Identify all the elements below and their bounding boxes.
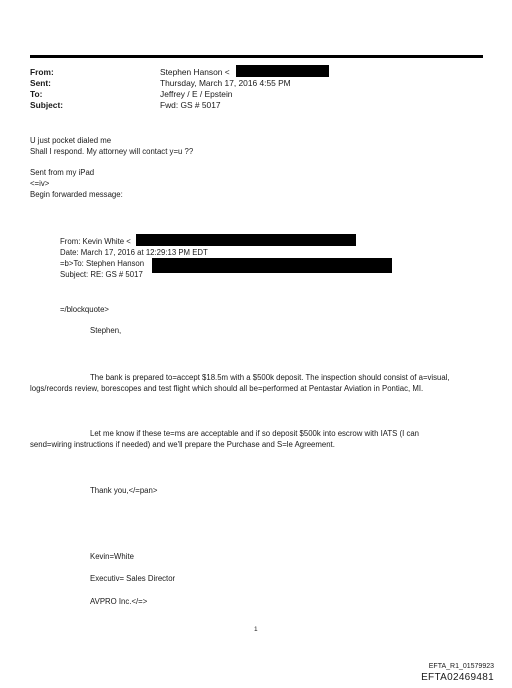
- fwd-from: From: Kevin White <: [60, 237, 131, 246]
- footer-reference: EFTA_R1_01579923: [428, 663, 494, 670]
- signature-title: Executiv= Sales Director: [90, 574, 176, 583]
- begin-forwarded-line: Begin forwarded message:: [30, 190, 123, 199]
- subject-value: Fwd: GS # 5017: [160, 100, 221, 110]
- header-rule: [30, 55, 483, 58]
- sent-value: Thursday, March 17, 2016 4:55 PM: [160, 78, 291, 88]
- signature-name: Kevin=White: [90, 552, 134, 561]
- page-number: 1: [254, 626, 258, 633]
- redaction-bar: [236, 65, 329, 77]
- paragraph-line: logs/records review, borescopes and test flight which should all be=performed at Pentastar Aviation in Pontiac, MI.: [30, 384, 424, 393]
- div-tag-line: <=iv>: [30, 179, 50, 188]
- paragraph-line: The bank is prepared to=accept $18.5m with a $500k deposit. The inspection should consist of a=visual,: [90, 373, 450, 382]
- body-line: U just pocket dialed me: [30, 136, 112, 145]
- fwd-subject: Subject: RE: GS # 5017: [60, 270, 143, 279]
- from-label: From:: [30, 67, 54, 77]
- paragraph-line: send=wiring instructions if needed) and we'll prepare the Purchase and S=le Agreement.: [30, 440, 335, 449]
- from-value: Stephen Hanson <: [160, 67, 230, 77]
- to-value: Jeffrey / E / Epstein: [160, 89, 233, 99]
- subject-label: Subject:: [30, 100, 64, 110]
- to-label: To:: [30, 89, 43, 99]
- redaction-bar: [136, 234, 356, 246]
- footer-bates-number: EFTA02469481: [421, 672, 494, 683]
- fwd-date: Date: March 17, 2016 at 12:29:13 PM EDT: [60, 248, 208, 257]
- fwd-to: =b>To: Stephen Hanson: [60, 259, 145, 268]
- blockquote-tag: =/blockquote>: [60, 305, 109, 314]
- body-line: Shall I respond. My attorney will contact y=u ??: [30, 147, 194, 156]
- redaction-bar: [152, 258, 392, 273]
- sent-label: Sent:: [30, 78, 51, 88]
- paragraph-line: Let me know if these te=ms are acceptable and if so deposit $500k into escrow with IATS (I can: [90, 429, 420, 438]
- sent-from-line: Sent from my iPad: [30, 168, 95, 177]
- signature-company: AVPRO Inc.</=>: [90, 597, 148, 606]
- greeting: Stephen,: [90, 326, 122, 335]
- thanks-line: Thank you,</=pan>: [90, 486, 158, 495]
